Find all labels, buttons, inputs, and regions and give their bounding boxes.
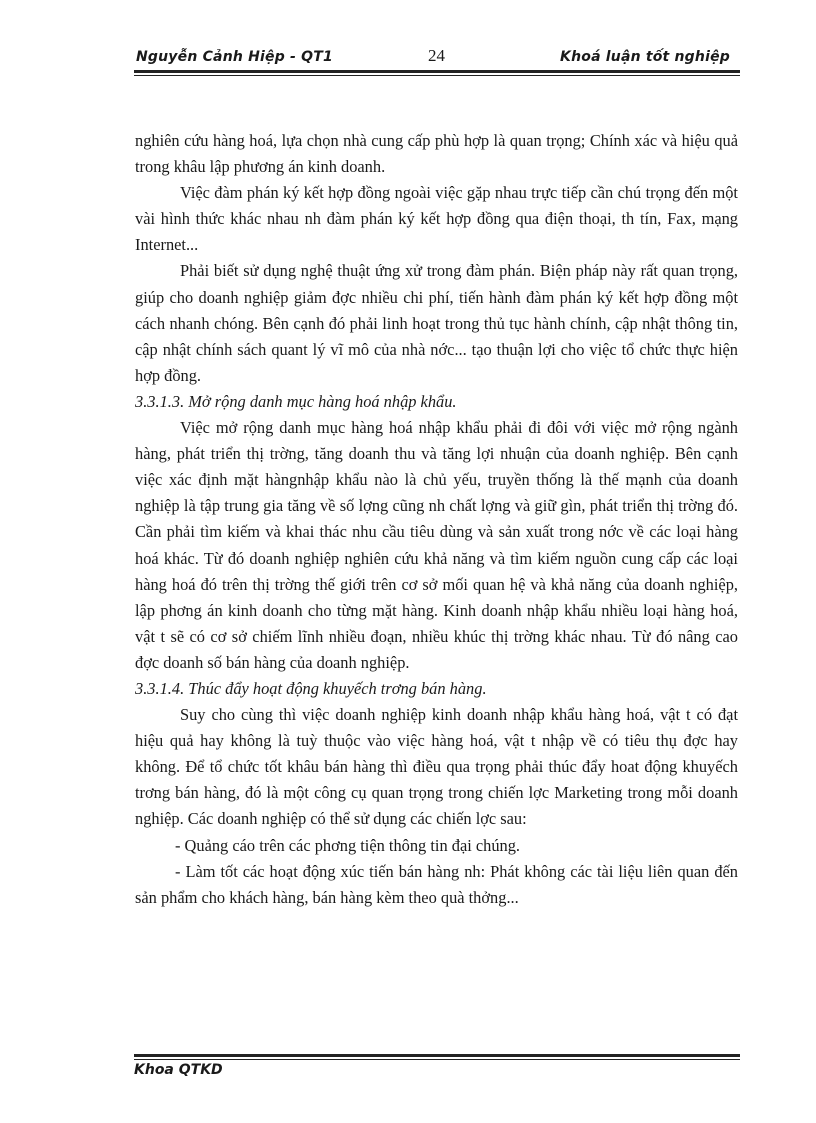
footer-department: Khoa QTKD [134,1062,223,1078]
list-item-1: - Quảng cáo trên các phơng tiện thông tin đại chúng. [175,835,521,855]
page-body [135,128,738,911]
section-heading-3-3-1-4: 3.3.1.4. Thúc đẩy hoạt động khuyếch trơng bán hàng. [135,678,487,698]
paragraph-5: Suy cho cùng thì việc doanh nghiệp kinh doanh nhập khẩu hàng hoá, vật t có đạt hiệu quả hay không là tuỳ thuộc vào việc hàng hoá, vật t nhập về có tiêu thụ đợc hay không. Để tổ chức tốt khâu bán hàng thì điều qua trọng phải thúc đẩy hoat động khuyếch trơng bán hàng, đó là một công cụ quan trọng trong chiến lợc Marketing trong mỗi doanh nghiệp. Các doanh nghiệp có thể sử dụng các chiến lợc sau: [135,705,738,829]
paragraph-4: Việc mở rộng danh mục hàng hoá nhập khẩu phải đi đôi với việc mở rộng ngành hàng, phát triển thị trờng, tăng doanh thu và tăng lợi nhuận của doanh nghiệp. Bên cạnh việc xác định mặt hàngnhập khẩu nào là chủ yếu, truyền thống là thế mạnh của doanh nghiệp là tập trung gia tăng về số lợng cũng nh chất lợng và giữ gìn, phát triển thị trờng đó. Cần phải tìm kiếm và khai thác nhu cầu tiêu dùng và sản xuất trong nớc về các loại hàng hoá khác. Từ đó doanh nghiệp nghiên cứu khả năng và tìm kiếm nguồn cung cấp các loại hàng hoá đó trên thị trờng thế giới trên cơ sở mối quan hệ và khả năng của doanh nghiệp, lập phơng án kinh doanh cho từng mặt hàng. Kinh doanh nhập khẩu nhiều loại hàng hoá, vật t sẽ có cơ sở chiếm lĩnh nhiều đoạn, nhiều khúc thị trờng khác nhau. Từ đó nâng cao đợc doanh số bán hàng của doanh nghiệp. [135,418,738,672]
footer-rule-thin [134,1059,740,1060]
page-number: 24 [428,46,445,65]
paragraph-2: Việc đàm phán ký kết hợp đồng ngoài việc gặp nhau trực tiếp cần chú trọng đến một vài hình thức khác nhau nh đàm phán ký kết hợp đồng qua điện thoại, th tín, Fax, mạng Internet... [135,183,738,255]
page-header [134,40,740,80]
footer-rule-thick [134,1054,740,1057]
list-item-2: - Làm tốt các hoạt động xúc tiến bán hàng nh: Phát không các tài liệu liên quan đến sản phẩm cho khách hàng, bán hàng kèm theo quà thởng... [135,861,738,907]
paragraph-3: Phải biết sử dụng nghệ thuật ứng xử trong đàm phán. Biện pháp này rất quan trọng, giúp cho doanh nghiệp giảm đợc nhiều chi phí, tiến hành đàm phán ký kết hợp đồng một cách nhanh chóng. Bên cạnh đó phải linh hoạt trong thủ tục hành chính, cập nhật thông tin, cập nhật chính sách quant lý vĩ mô của nhà nớc... tạo thuận lợi cho việc tổ chức thực hiện hợp đồng. [135,261,738,385]
header-title: Khoá luận tốt nghiệp [560,49,730,65]
header-rule-thin [134,75,740,76]
paragraph-1: nghiên cứu hàng hoá, lựa chọn nhà cung cấp phù hợp là quan trọng; Chính xác và hiệu quả trong khâu lập phương án kinh doanh. [135,131,738,177]
header-author: Nguyễn Cảnh Hiệp - QT1 [136,49,333,65]
section-heading-3-3-1-3: 3.3.1.3. Mở rộng danh mục hàng hoá nhập khẩu. [135,391,457,411]
header-rule-thick [134,70,740,73]
